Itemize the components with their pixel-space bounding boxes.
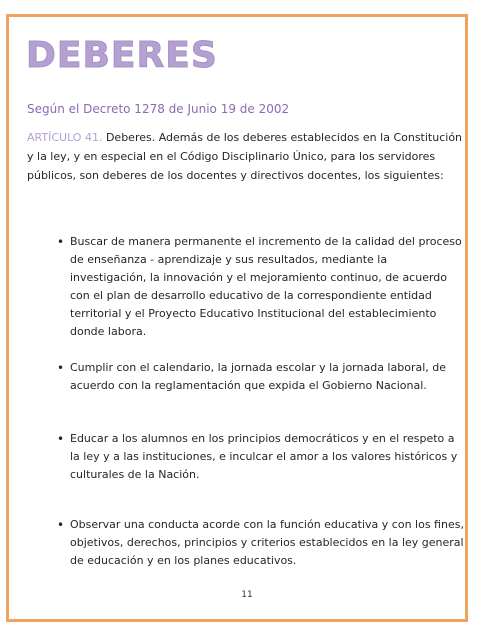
duty-item bbox=[57, 359, 465, 395]
duty-text: Educar a los alumnos en los principios democráticos y en el respeto a la ley y a las instituciones, e inculcar el amor a los valores históricos y culturales de la Nación. bbox=[70, 432, 458, 481]
decree-subtitle: Según el Decreto 1278 de Junio 19 de 2002 bbox=[27, 102, 290, 116]
duty-text: Observar una conducta acorde con la función educativa y con los fines, objetivos, derechos, principios y criterios establecidos en la ley general de educación y en los planes educativos. bbox=[70, 518, 464, 567]
article-intro-paragraph bbox=[27, 128, 465, 185]
duty-item bbox=[57, 430, 465, 484]
article-intro-text: Deberes. Además de los deberes establecidos en la Constitución y la ley, y en especial en el Código Disciplinario Único, para los servidores públicos, son deberes de los docentes y directivos docentes, los siguientes: bbox=[27, 131, 463, 182]
bullet-icon: • bbox=[57, 235, 65, 249]
duty-text: Cumplir con el calendario, la jornada escolar y la jornada laboral, de acuerdo con la reglamentación que expida el Gobierno Nacional. bbox=[70, 361, 447, 392]
bullet-icon: • bbox=[57, 432, 65, 446]
page-title: DEBERES bbox=[26, 35, 218, 76]
duty-text: Buscar de manera permanente el incremento de la calidad del proceso de enseñanza - aprendizaje y sus resultados, mediante la investigación, la innovación y el mejoramiento continuo, de acuerdo con el plan de desarrollo educativo de la correspondiente entidad territorial y el Proyecto Educativo Institucional del establecimiento donde labora. bbox=[70, 235, 462, 338]
bullet-icon: • bbox=[57, 361, 65, 375]
article-label: ARTÍCULO 41. bbox=[27, 131, 103, 144]
duty-item bbox=[57, 233, 465, 341]
page-number: 11 bbox=[241, 590, 253, 600]
bullet-icon: • bbox=[57, 518, 65, 532]
duty-item bbox=[57, 516, 465, 570]
